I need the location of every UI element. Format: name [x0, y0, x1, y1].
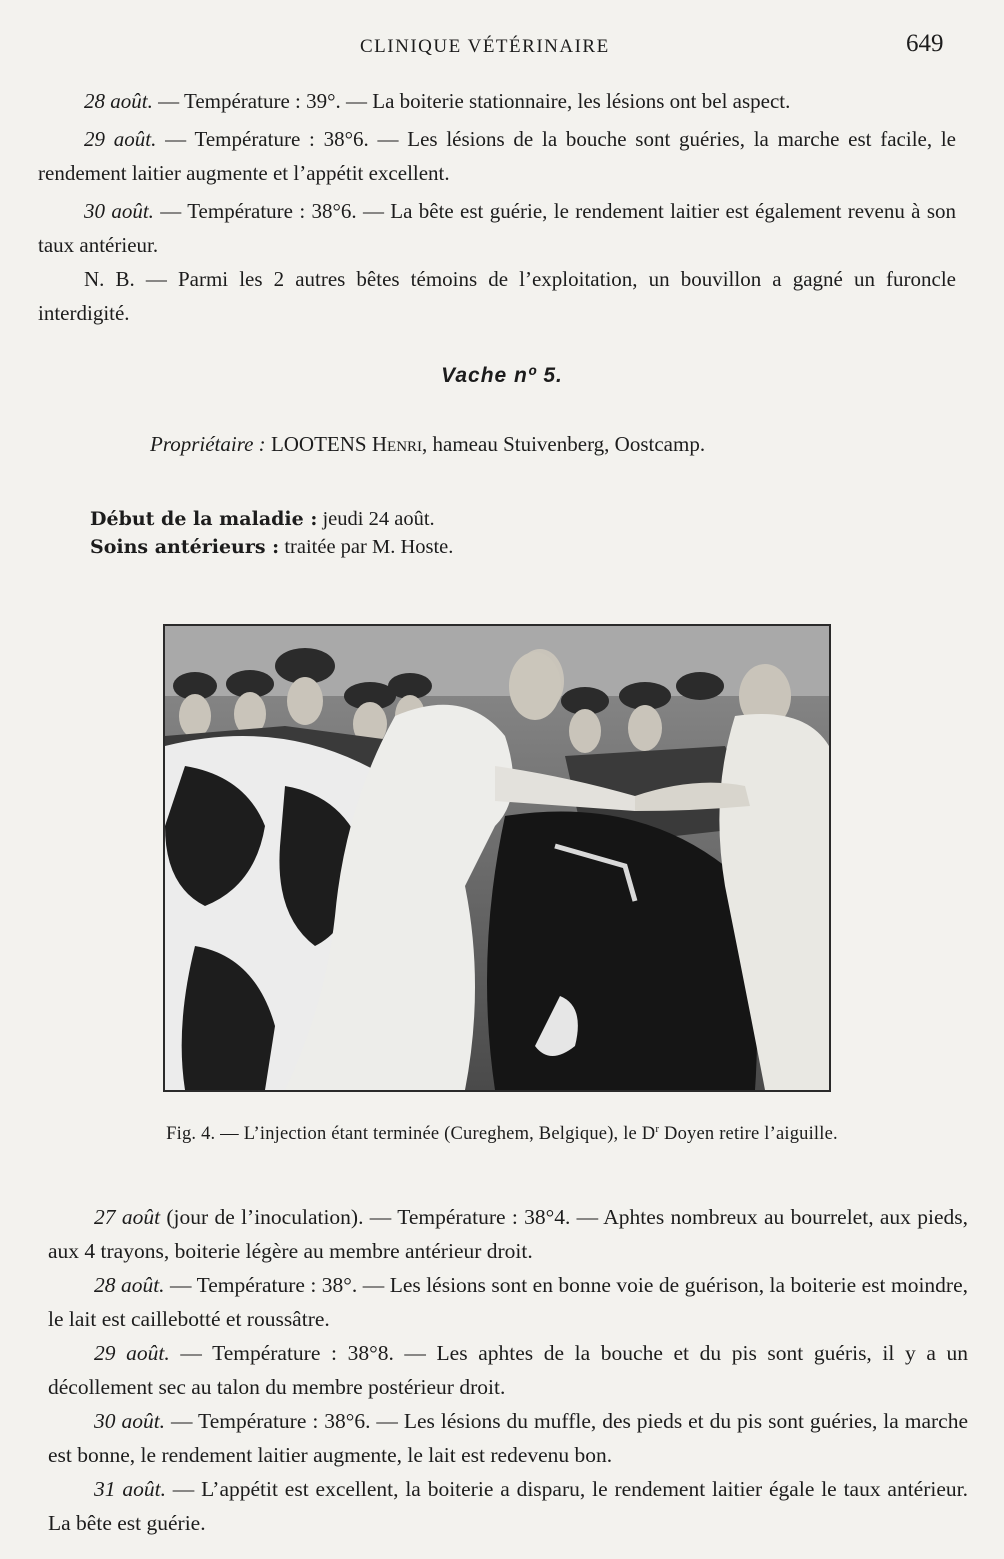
entry-30-aout: 30 août. — Température : 38°6. — La bête est guérie, le rendement laitier est également revenu à son taux antérieur.: [38, 199, 956, 257]
section-title: Vache nº 5.: [441, 364, 563, 387]
entry-27-aout: 27 août (jour de l’inoculation). — Température : 38°4. — Aphtes nombreux au bourrelet, aux pieds, aux 4 trayons, boiterie légère au membre antérieur droit.: [48, 1205, 968, 1263]
entry-31-aout: 31 août. — L’appétit est excellent, la boiterie a disparu, le rendement laitier égale le taux antérieur. La bête est guérie.: [48, 1477, 969, 1535]
prior-care-line: Soins antérieurs : traitée par M. Hoste.: [90, 536, 454, 558]
page-number: 649: [906, 30, 944, 57]
figure-photograph: [163, 624, 831, 1092]
photograph-illustration: [165, 626, 829, 1090]
running-head: CLINIQUE VÉTÉRINAIRE: [360, 36, 610, 57]
entry-28-aout: 28 août. — Température : 39°. — La boiterie stationnaire, les lésions ont bel aspect.: [84, 89, 791, 113]
entry-30-aout-b: 30 août. — Température : 38°6. — Les lésions du muffle, des pieds et du pis sont guéries, la marche est bonne, le rendement laitier augmente, le lait est redevenu bon.: [48, 1409, 968, 1467]
owner-line: Propriétaire : LOOTENS Henri, hameau Stuivenberg, Oostcamp.: [150, 432, 706, 456]
entry-28-aout-b: 28 août. — Température : 38°. — Les lésions sont en bonne voie de guérison, la boiterie est moindre, le lait est caillebotté et roussâtre.: [48, 1273, 968, 1331]
entry-29-aout-b: 29 août. — Température : 38°8. — Les aphtes de la bouche et du pis sont guéris, il y a un décollement sec au talon du membre postérieur droit.: [48, 1341, 969, 1399]
figure-caption: Fig. 4. — L’injection étant terminée (Cureghem, Belgique), le $D^r$ Doyen retire l’aiguille.: [166, 1123, 838, 1145]
onset-line: Début de la maladie : jeudi 24 août.: [90, 508, 435, 530]
entry-29-aout: 29 août. — Température : 38°6. — Les lésions de la bouche sont guéries, la marche est facile, le rendement laitier augmente et l’appétit excellent.: [38, 127, 957, 185]
entry-nb: N. B. — Parmi les 2 autres bêtes témoins de l’exploitation, un bouvillon a gagné un furoncle interdigité.: [38, 267, 956, 325]
